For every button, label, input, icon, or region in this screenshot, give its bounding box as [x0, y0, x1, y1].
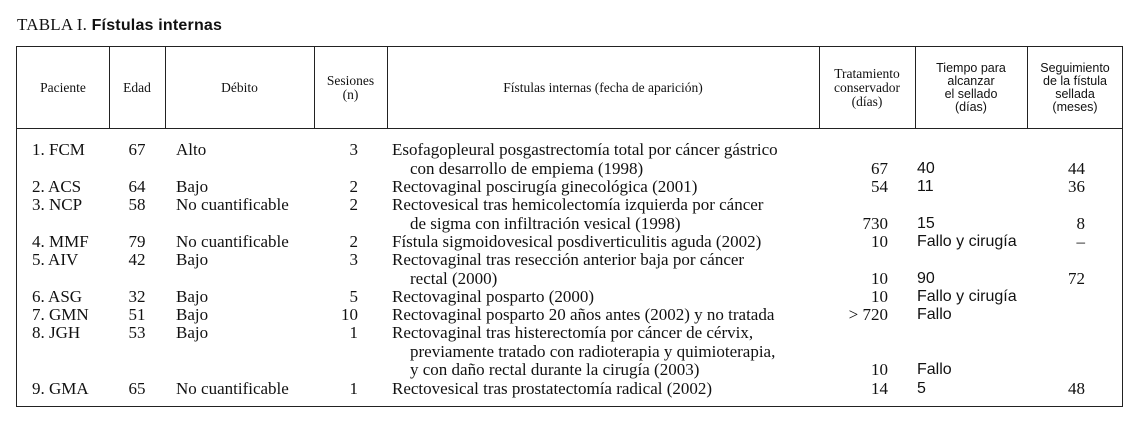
row-fistula-line: previamente tratado con radioterapia y quimioterapia, — [410, 341, 776, 361]
row-seguimiento: 72 — [1068, 268, 1085, 288]
row-seguimiento: 8 — [1076, 213, 1085, 233]
row-debito: No cuantificable — [176, 379, 289, 398]
row-tiempo: 5 — [917, 380, 926, 397]
row-tiempo: Fallo — [917, 306, 952, 323]
row-edad: 65 — [128, 379, 146, 398]
row-sesiones: 3 — [349, 140, 358, 159]
row-edad: 42 — [128, 250, 146, 269]
header-sesiones: Sesiones (n) — [326, 72, 375, 102]
row-tiempo: 40 — [917, 159, 935, 177]
row-debito: Bajo — [176, 323, 209, 342]
row-tratamiento: 14 — [871, 379, 888, 398]
row-fistula-line: Rectovaginal tras resección anterior baja por cáncer — [392, 250, 745, 269]
row-tratamiento: 730 — [862, 213, 888, 233]
header-tiempo: Tiempo para alcanzar el sellado (días) — [936, 60, 1006, 114]
row-paciente: 5. AIV — [32, 250, 79, 269]
row-paciente: 2. ACS — [32, 177, 82, 196]
row-tiempo: 11 — [917, 178, 934, 195]
row-tratamiento: 10 — [871, 360, 888, 379]
row-tiempo: Fallo y cirugía — [917, 233, 1017, 250]
row-edad: 79 — [128, 232, 146, 251]
row-debito: No cuantificable — [176, 232, 289, 251]
row-sesiones: 2 — [349, 195, 358, 214]
row-paciente: 8. JGH — [32, 323, 81, 342]
row-tratamiento: 67 — [871, 158, 888, 178]
row-seguimiento: 44 — [1068, 158, 1085, 178]
row-tiempo: 15 — [917, 214, 935, 232]
table-title — [17, 15, 222, 35]
header-debito: Débito — [221, 79, 258, 95]
row-sesiones: 3 — [349, 250, 358, 269]
row-sesiones: 10 — [341, 305, 358, 324]
row-tratamiento: 54 — [871, 177, 888, 196]
row-seguimiento: 48 — [1068, 379, 1085, 398]
row-fistula-line: rectal (2000) — [410, 268, 498, 288]
header-seguimiento: Seguimiento de la fístula sellada (meses) — [1040, 60, 1110, 114]
row-debito: Bajo — [176, 177, 209, 196]
row-fistula-line: Rectovesical tras prostatectomía radical (2002) — [392, 379, 713, 398]
row-sesiones: 1 — [349, 323, 358, 342]
table-frame — [16, 46, 1123, 407]
row-debito: Bajo — [176, 287, 209, 306]
row-sesiones: 2 — [349, 232, 358, 251]
row-fistula-line: Rectovaginal tras histerectomía por cáncer de cérvix, — [392, 323, 754, 342]
row-seguimiento: – — [1076, 232, 1085, 251]
row-fistula-line: Rectovaginal poscirugía ginecológica (2001) — [392, 177, 698, 196]
header-bottom-rule — [17, 128, 1122, 129]
row-tratamiento: 10 — [871, 268, 888, 288]
row-debito: Alto — [176, 140, 207, 159]
row-tratamiento: 10 — [871, 287, 888, 306]
row-fistula-line: con desarrollo de empiema (1998) — [410, 158, 644, 178]
header-paciente: Paciente — [40, 79, 86, 95]
row-fistula-line: Rectovaginal posparto 20 años antes (2002) y no tratada — [392, 305, 775, 324]
row-paciente: 1. FCM — [32, 140, 85, 159]
row-tratamiento: 10 — [871, 232, 888, 251]
header-tratamiento: Tratamiento conservador (días) — [834, 65, 900, 109]
row-paciente: 7. GMN — [32, 305, 89, 324]
row-debito: Bajo — [176, 305, 209, 324]
row-fistula-line: Rectovaginal posparto (2000) — [392, 287, 595, 306]
row-fistula-line: y con daño rectal durante la cirugía (2003) — [410, 360, 700, 379]
row-paciente: 3. NCP — [32, 195, 83, 214]
row-edad: 64 — [128, 177, 146, 196]
row-tiempo: Fallo y cirugía — [917, 288, 1017, 305]
row-paciente: 9. GMA — [32, 379, 89, 398]
row-debito: Bajo — [176, 250, 209, 269]
row-seguimiento: 36 — [1068, 177, 1085, 196]
row-debito: No cuantificable — [176, 195, 289, 214]
row-sesiones: 1 — [349, 379, 358, 398]
table-title-name: Fístulas internas — [91, 17, 223, 34]
row-paciente: 6. ASG — [32, 287, 83, 306]
row-edad: 67 — [128, 140, 146, 159]
header-fistulas: Fístulas internas (fecha de aparición) — [503, 79, 703, 95]
row-edad: 32 — [128, 287, 146, 306]
row-sesiones: 2 — [349, 177, 358, 196]
table-title-prefix: TABLA I. — [17, 15, 88, 34]
row-fistula-line: Esofagopleural posgastrectomía total por cáncer gástrico — [392, 140, 778, 159]
row-tiempo: Fallo — [917, 361, 952, 378]
header-edad: Edad — [123, 79, 151, 95]
row-tratamiento: > 720 — [848, 305, 888, 324]
row-tiempo: 90 — [917, 269, 935, 287]
row-edad: 53 — [128, 323, 146, 342]
row-sesiones: 5 — [349, 287, 358, 306]
row-edad: 58 — [128, 195, 146, 214]
row-edad: 51 — [128, 305, 146, 324]
row-paciente: 4. MMF — [32, 232, 89, 251]
row-fistula-line: Rectovesical tras hemicolectomía izquierda por cáncer — [392, 195, 764, 214]
row-fistula-line: Fístula sigmoidovesical posdiverticulitis aguda (2002) — [392, 232, 762, 251]
row-fistula-line: de sigma con infiltración vesical (1998) — [410, 213, 681, 233]
